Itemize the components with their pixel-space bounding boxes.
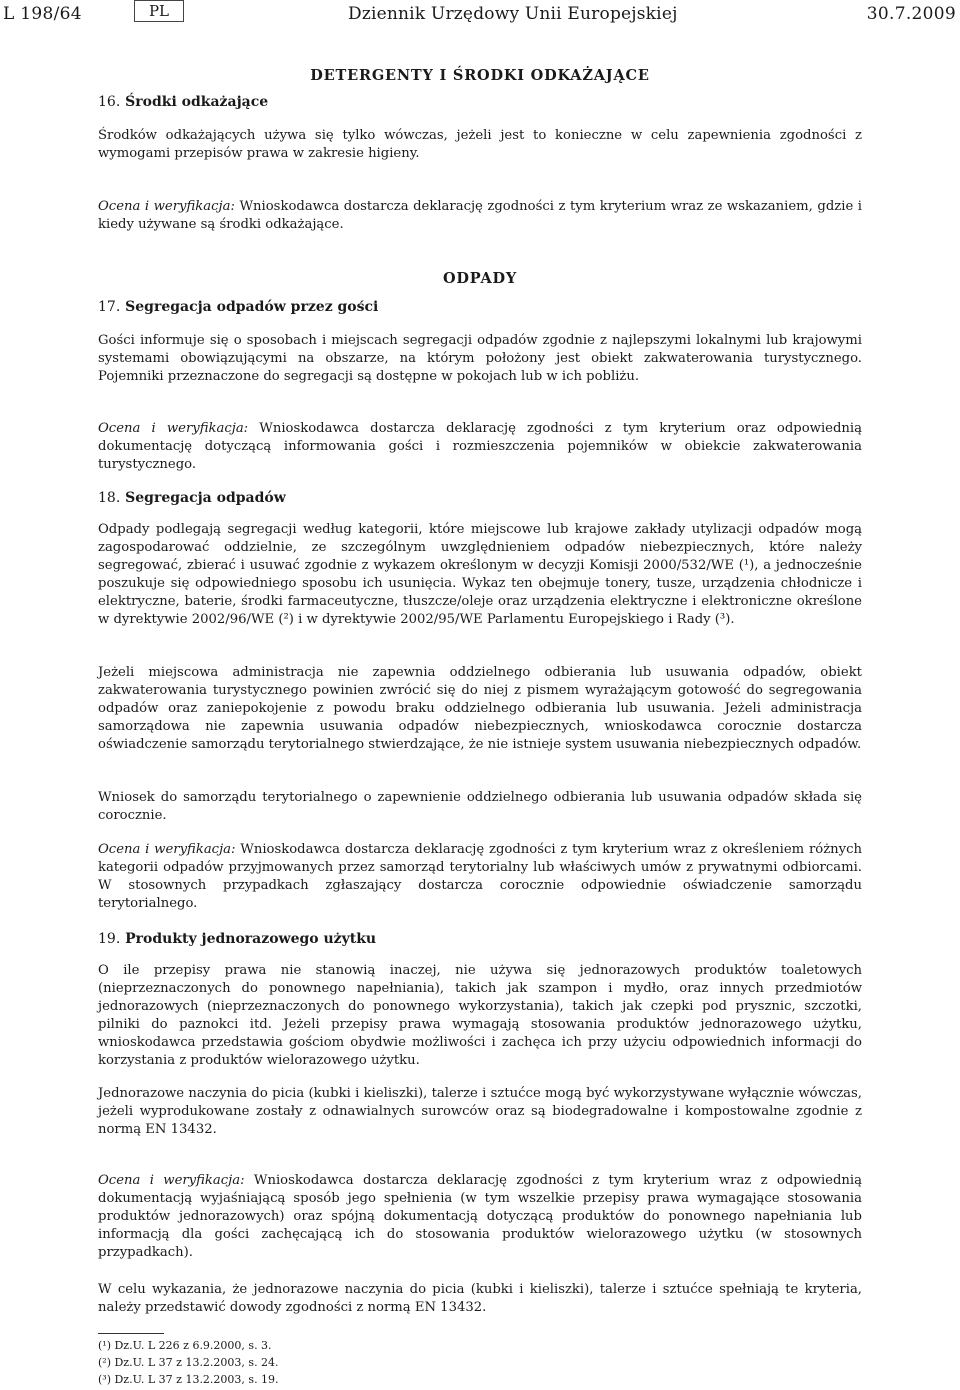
item-19-number: 19. bbox=[98, 931, 121, 947]
item-18-heading bbox=[98, 490, 286, 506]
section-heading-waste: ODPADY bbox=[442, 270, 518, 287]
page-reference: L 198/64 bbox=[3, 4, 82, 24]
item-18-assessment bbox=[98, 841, 862, 913]
footnote-divider bbox=[98, 1333, 164, 1334]
item-16-title: Środki odkażające bbox=[125, 94, 269, 110]
item-19-paragraph-3: W celu wykazania, że jednorazowe naczynia do picia (kubki i kieliszki), talerze i sztućce spełniają te kryteria, należy przedstawić dowody zgodności z normą EN 13432. bbox=[98, 1282, 862, 1315]
item-16-assessment bbox=[98, 198, 862, 234]
item-17-paragraph: Gości informuje się o sposobach i miejscach segregacji odpadów zgodnie z najlepszymi lokalnymi lub krajowymi systemami obowiązującymi na obszarze, na którym położony jest obiekt zakwaterowania turystycznego. Pojemniki przeznaczone do segregacji są dostępne w pokojach lub w ich pobliżu. bbox=[98, 333, 862, 384]
item-17-title: Segregacja odpadów przez gości bbox=[125, 299, 379, 315]
assessment-label: Ocena i weryfikacja: bbox=[98, 421, 249, 436]
item-17-assessment bbox=[98, 420, 862, 474]
publication-date: 30.7.2009 bbox=[866, 4, 956, 24]
item-19-heading bbox=[98, 931, 376, 947]
language-badge: PL bbox=[134, 0, 184, 22]
item-17-heading bbox=[98, 299, 378, 315]
footnote-3: (³) Dz.U. L 37 z 13.2.2003, s. 19. bbox=[98, 1373, 279, 1386]
assessment-label: Ocena i weryfikacja: bbox=[98, 842, 236, 857]
item-18-paragraph-1: Odpady podlegają segregacji według kategorii, które miejscowe lub krajowe zakłady utylizacji odpadów mogą zagospodarować oddzielnie, ze szczególnym uwzględnieniem odpadów niebezpiecznych, które należy segregować, zbierać i usuwać zgodnie z wykazem określonym w decyzji Komisji 2000/532/WE (¹), a jednocześnie poszukuje się odpowiedniego sposobu ich usunięcia. Wykaz ten obejmuje tonery, tusze, urządzenia chłodnicze i elektryczne, baterie, środki farmaceutyczne, tłuszcze/oleje oraz urządzenia elektryczne i elektroniczne określone w dyrektywie 2002/96/WE (²) i w dyrektywie 2002/95/WE Parlamentu Europejskiego i Rady (³). bbox=[98, 522, 862, 627]
item-16-heading bbox=[98, 94, 268, 110]
item-18-title: Segregacja odpadów bbox=[125, 490, 286, 506]
footnote-1: (¹) Dz.U. L 226 z 6.9.2000, s. 3. bbox=[98, 1339, 272, 1352]
journal-title: Dziennik Urzędowy Unii Europejskiej bbox=[348, 4, 678, 24]
assessment-text: Wnioskodawca dostarcza deklarację zgodności z tym kryterium wraz ze wskazaniem, gdzie i kiedy używane są środki odkażające. bbox=[98, 199, 862, 232]
page-header bbox=[0, 0, 960, 32]
assessment-text: Wnioskodawca dostarcza deklarację zgodności z tym kryterium wraz z odpowiednią dokumentacją wyjaśniającą sposób jego spełnienia (w tym wszelkie przepisy prawa wymagające stosowania produktów jednorazowych) oraz spójną dokumentacją dotyczącą produktów do ponownego napełniania lub informacją dla gości zachęcającą ich do stosowania produktów wielorazowego użytku (w stosownych przypadkach). bbox=[98, 1173, 862, 1260]
assessment-text: Wnioskodawca dostarcza deklarację zgodności z tym kryterium wraz z określeniem różnych kategorii odpadów przyjmowanych przez samorząd terytorialny lub właściwych umów z prywatnymi odbiorcami. W stosownych przypadkach zgłaszający dostarcza corocznie odpowiednie oświadczenie samorządu terytorialnego. bbox=[98, 842, 862, 911]
footnote-2: (²) Dz.U. L 37 z 13.2.2003, s. 24. bbox=[98, 1356, 279, 1369]
item-16-paragraph: Środków odkażających używa się tylko wówczas, jeżeli jest to konieczne w celu zapewnienia zgodności z wymogami przepisów prawa w zakresie higieny. bbox=[98, 128, 862, 161]
item-16-number: 16. bbox=[98, 94, 121, 110]
item-19-assessment bbox=[98, 1172, 862, 1262]
assessment-label: Ocena i weryfikacja: bbox=[98, 1173, 245, 1188]
item-19-paragraph-2: Jednorazowe naczynia do picia (kubki i kieliszki), talerze i sztućce mogą być wykorzystywane wyłącznie wówczas, jeżeli wyprodukowane zostały z odnawialnych surowców oraz są biodegradowalne i kompostowalne zgodnie z normą EN 13432. bbox=[98, 1086, 862, 1137]
section-heading-detergents: DETERGENTY I ŚRODKI ODKAŻAJĄCE bbox=[310, 67, 650, 84]
item-18-paragraph-3: Wniosek do samorządu terytorialnego o zapewnienie oddzielnego odbierania lub usuwania odpadów składa się corocznie. bbox=[98, 790, 862, 823]
assessment-text: Wnioskodawca dostarcza deklarację zgodności z tym kryterium oraz odpowiednią dokumentację dotyczącą informowania gości i rozmieszczenia pojemników w obiekcie zakwaterowania turystycznego. bbox=[98, 421, 862, 472]
item-17-number: 17. bbox=[98, 299, 121, 315]
item-18-number: 18. bbox=[98, 490, 121, 506]
item-19-title: Produkty jednorazowego użytku bbox=[125, 931, 377, 947]
item-18-paragraph-2: Jeżeli miejscowa administracja nie zapewnia oddzielnego odbierania lub usuwania odpadów, obiekt zakwaterowania turystycznego powinien zwrócić się do niej z pismem wyrażającym gotowość do segregowania odpadów oraz zaniepokojenie z powodu braku oddzielnego odbierania lub usuwania. Jeżeli administracja samorządowa nie zapewnia usuwania odpadów niebezpiecznych, wnioskodawca corocznie dostarcza oświadczenie samorządu terytorialnego stwierdzające, że nie istnieje system usuwania niebezpiecznych odpadów. bbox=[98, 665, 862, 752]
item-19-paragraph-1: O ile przepisy prawa nie stanowią inaczej, nie używa się jednorazowych produktów toaletowych (nieprzeznaczonych do ponownego napełniania), takich jak szampon i mydło, oraz innych przedmiotów jednorazowych (nieprzeznaczonych do ponownego wykorzystania), takich jak czepki pod prysznic, szczotki, pilniki do paznokci itd. Jeżeli przepisy prawa wymagają stosowania produktów jednorazowego użytku, wnioskodawca przedstawia gościom obydwie możliwości i zachęca ich przy użyciu odpowiednich informacji do korzystania z produktów wielorazowego użytku. bbox=[98, 963, 862, 1068]
assessment-label: Ocena i weryfikacja: bbox=[98, 199, 235, 214]
